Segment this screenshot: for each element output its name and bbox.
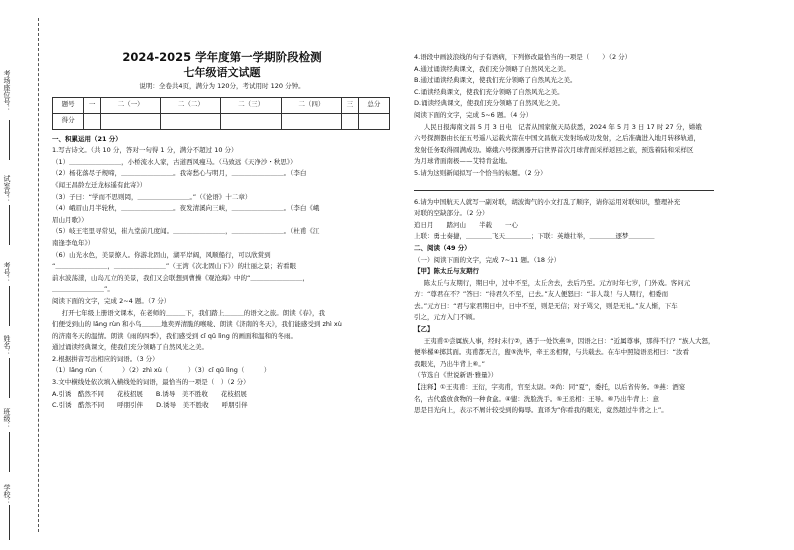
passage-line: 方：“尊君在不？”答曰：“待君久不至，已去。”友人便怒曰：“非人哉！与人期行，相委而 bbox=[414, 290, 669, 299]
score-row-label: 得分 bbox=[53, 113, 84, 129]
passage-title: 【甲】陈太丘与友期行 bbox=[414, 267, 479, 276]
score-cell: 总分 bbox=[358, 97, 389, 113]
question-stem: 2.根据拼音写出相应的词语。（3 分） bbox=[52, 354, 159, 363]
score-input-cell[interactable] bbox=[281, 113, 341, 129]
answer-line[interactable] bbox=[414, 180, 714, 191]
option-line: D.诵读经典课文，使我们充分领略了自然风光之美。 bbox=[414, 99, 565, 108]
score-input-cell[interactable] bbox=[161, 113, 221, 129]
school-label: 学校： bbox=[3, 484, 11, 505]
section-heading: 一、积累运用（21 分） bbox=[52, 134, 122, 143]
note-line: 名，古代盛放食物的一种食盒。④盥：洗脸洗手。⑤王丞相：王导。⑥乃出牛背上：意 bbox=[414, 394, 659, 403]
exam-title: 2024-2025 学年度第一学期阶段检测 bbox=[122, 50, 322, 64]
question-stem: 3.文中横线处依次填入横线处的词语，最恰当的一项是（ ）（2 分） bbox=[52, 378, 250, 387]
cut-line bbox=[38, 18, 39, 532]
score-cell: 二（三） bbox=[221, 97, 281, 113]
question-line: （2）杨花落尽子规啼，＿＿＿＿＿＿＿＿。我寄愁心与明月，＿＿＿＿＿＿＿＿。（李白 bbox=[52, 169, 307, 178]
score-input-cell[interactable] bbox=[358, 113, 389, 129]
passage-line: 们便受到山的 lǎng rùn 和小鸟＿＿＿地卖弄清脆的喉咙、朗读《济南的冬天》，我们能感受到 zhì xù bbox=[52, 320, 342, 329]
class-blank[interactable] bbox=[9, 432, 10, 472]
question-stem: 5.请为这则新闻拟写一个恰当的标题。（2 分） bbox=[414, 168, 547, 177]
question-line: （1）＿＿＿＿＿＿＿＿，小桥流水人家，古道西风瘦马。（马致远《天净沙・秋思》） bbox=[52, 157, 297, 166]
question-line: （5）岐王宅里寻常见，崔九堂前几度闻。＿＿＿＿＿＿＿＿，＿＿＿＿＿＿＿＿。（杜甫《江 bbox=[52, 227, 320, 236]
exam-number-label: 考号： bbox=[3, 262, 11, 283]
question-line: （6）山光水色，美景撩人。你游北固山，湖平岸阔，风顺船行，可以欣赏到 bbox=[52, 250, 271, 259]
option-line: A.引诱 酷然不同 花枝招展 B.诱导 美不胜收 花枝招展 bbox=[52, 389, 247, 398]
question-line: “＿＿＿＿＿＿＿＿，＿＿＿＿＿＿＿＿”（王湾《次北固山下》）的壮丽之景；若看眼 bbox=[52, 262, 296, 271]
score-cell: 二（一） bbox=[100, 97, 160, 113]
score-input-cell[interactable] bbox=[221, 113, 281, 129]
question-line: 南逢李龟年》） bbox=[52, 238, 95, 247]
score-cell: 三 bbox=[341, 97, 358, 113]
option-line: B.通过诵读经典课文，使我们充分领略了自然风光之美。 bbox=[414, 76, 577, 85]
question-stem: 1.写古诗文。（共 10 分，答对一句得 1 分，满分不超过 10 分） bbox=[52, 146, 238, 155]
passage-line: 引之，元方入门不顾。 bbox=[414, 313, 479, 322]
passage-source: （节选自《世说新语·雅量》） bbox=[414, 371, 498, 380]
passage-line: 打开七年级上册语文课本，在老师的＿＿＿下，我们踏上＿＿＿的语文之旅。朗读《春》，我 bbox=[61, 308, 325, 317]
score-cell: 二（四） bbox=[281, 97, 341, 113]
question-line: （3）子曰：“学而不思则罔，＿＿＿＿＿＿＿＿。”（《论语》十二章） bbox=[52, 192, 252, 201]
reading-instruction: （一）阅读下面的文字，完成 7~11 题。（18 分） bbox=[414, 255, 561, 264]
question-line: （4）峨眉山月半轮秋，＿＿＿＿＿＿＿＿。夜发清溪向三峡，＿＿＿＿＿＿＿＿。（李白《峨 bbox=[52, 204, 320, 213]
score-input-cell[interactable] bbox=[84, 113, 101, 129]
seat-number-label: 考场座位号： bbox=[3, 70, 11, 112]
exam-note: 说明：全卷共4页，满分为 120分，考试用时 120 分钟。 bbox=[139, 82, 305, 90]
question-line: （1）lǎng rùn（ ）（2）zhì xù（ ）（3）cǐ qǔ lìng（ ） bbox=[52, 366, 271, 375]
passage-line: 通过诵读经典课文，使我们充分领略了自然风光之美。 bbox=[52, 343, 208, 352]
option-line: C.引诱 酷然不同 呼朋引伴 D.诱导 美不胜收 呼朋引伴 bbox=[52, 401, 248, 410]
question-stem: 4.语段中画波浪线的句子有语病，下列修改最恰当的一项是（ ）（2 分） bbox=[414, 53, 632, 61]
news-line: 为月球背面南极——艾特肯盆地。 bbox=[414, 157, 512, 166]
score-table-score-row bbox=[53, 113, 390, 129]
passage-line: 的济南冬天的温情。朗读《雨的四季》，我们感受到 cǐ qǔ lìng 的画面和温和的冬雨。 bbox=[52, 331, 297, 340]
news-line: 人民日报海南文昌 5 月 3 日电 记者从国家航天局获悉，2024 年 5 月 3 日 17 时 27 分，嫦娥 bbox=[423, 122, 702, 131]
news-line: 发射任务取得圆满成功。嫦娥六号探测器开启世界首次月球背面采样返回之旅，预选着陆和采样区 bbox=[414, 145, 694, 154]
question-line: 前水波荡漾，山岛兀立的美景，我们又会联想到曹操《观沧海》中的“＿＿＿＿＿＿＿＿， bbox=[52, 273, 309, 282]
score-table bbox=[52, 97, 390, 130]
section-heading: 二、阅读（49 分） bbox=[414, 243, 471, 252]
exam-subtitle: 七年级语文试题 bbox=[183, 66, 261, 79]
score-table-header-row bbox=[53, 97, 390, 113]
name-label: 姓名： bbox=[3, 335, 11, 356]
note-line: 【注释】①王夷甫：王衍，字夷甫，官至太尉。②尚：同“夏”，委托，以后省传务。③燕：酒宴 bbox=[414, 383, 686, 392]
note-line: 思是目光向上，表示不屑计较受到的侮辱。直译为“你看我的眼光，竟然超过牛背之上”。 bbox=[414, 406, 668, 415]
room-label: 试室号： bbox=[3, 175, 11, 203]
school-blank[interactable] bbox=[9, 505, 10, 540]
reading-instruction: 阅读下面的文字，完成 5~6 题。（4 分） bbox=[414, 110, 533, 119]
question-stem: 6.请为中国航天人就写一副对联，胡波淘气的小文打乱了顺序，请你运用对联知识，整理补充 bbox=[414, 197, 681, 206]
passage-line: 便举樏④掷其面。夷甫都无言，盥⑤洗毕，牵王丞相臂，与共载去。在车中照镜语丞相曰：“汝看 bbox=[414, 348, 690, 357]
question-line: 《闻王昌龄左迁龙标遥有此寄》） bbox=[52, 180, 147, 189]
score-cell: 二（二） bbox=[161, 97, 221, 113]
couplet-line: 上联：勇士奏捷，＿＿＿＿飞天＿＿＿＿；下联：英雄壮举，＿＿＿＿逐梦＿＿＿＿ bbox=[414, 232, 655, 241]
score-input-cell[interactable] bbox=[341, 113, 358, 129]
binding-margin bbox=[0, 0, 44, 550]
news-line: 六号探测器由长征五号遥八运载火箭在中国文昌航天发射场成功发射，之后准确进入地月转移轨道， bbox=[414, 134, 700, 143]
name-blank[interactable] bbox=[9, 358, 10, 398]
left-column bbox=[52, 0, 392, 412]
question-line: ＿＿＿＿＿＿＿＿”。 bbox=[52, 285, 114, 294]
exam-number-blank[interactable] bbox=[9, 286, 10, 326]
question-line: 眉山月歌》） bbox=[52, 215, 88, 224]
passage-line: 陈太丘与友期行，期日中，过中不至，太丘舍去，去后乃至。元方时年七岁，门外戏。客问元 bbox=[423, 278, 691, 287]
right-column bbox=[414, 0, 784, 417]
score-input-cell[interactable] bbox=[100, 113, 160, 129]
passage-line: 去。”元方曰：“君与家君期日中，日中不至，则是无信；对子骂父，则是无礼。”友人惭，下车 bbox=[414, 301, 678, 310]
word-bank: 追日月 踏河山 半载 一心 bbox=[414, 220, 518, 229]
passage-line: 王夷甫①尝属族人事，经时未行②，遇于一处饮燕③，因语之曰：“近属尊事，那得不行？”族人大怒， bbox=[423, 336, 715, 345]
passage-title: 【乙】 bbox=[414, 325, 434, 334]
reading-instruction: 阅读下面的文字，完成 2~4 题。（7 分） bbox=[52, 296, 171, 305]
score-cell: 题号 bbox=[53, 97, 84, 113]
class-label: 班级： bbox=[3, 408, 11, 429]
question-stem: 对联的空缺部分。（2 分） bbox=[414, 209, 489, 218]
seat-number-blank[interactable] bbox=[9, 120, 10, 160]
option-line: A.通过诵读经典课文，我们充分领略了自然风光之美。 bbox=[414, 64, 570, 73]
score-cell: 一 bbox=[84, 97, 101, 113]
passage-line: 我眼光，乃出牛背上⑥。” bbox=[414, 359, 485, 368]
option-line: C.诵读经典课文，使我们充分领略了自然风光之美。 bbox=[414, 87, 564, 96]
room-blank[interactable] bbox=[9, 205, 10, 245]
